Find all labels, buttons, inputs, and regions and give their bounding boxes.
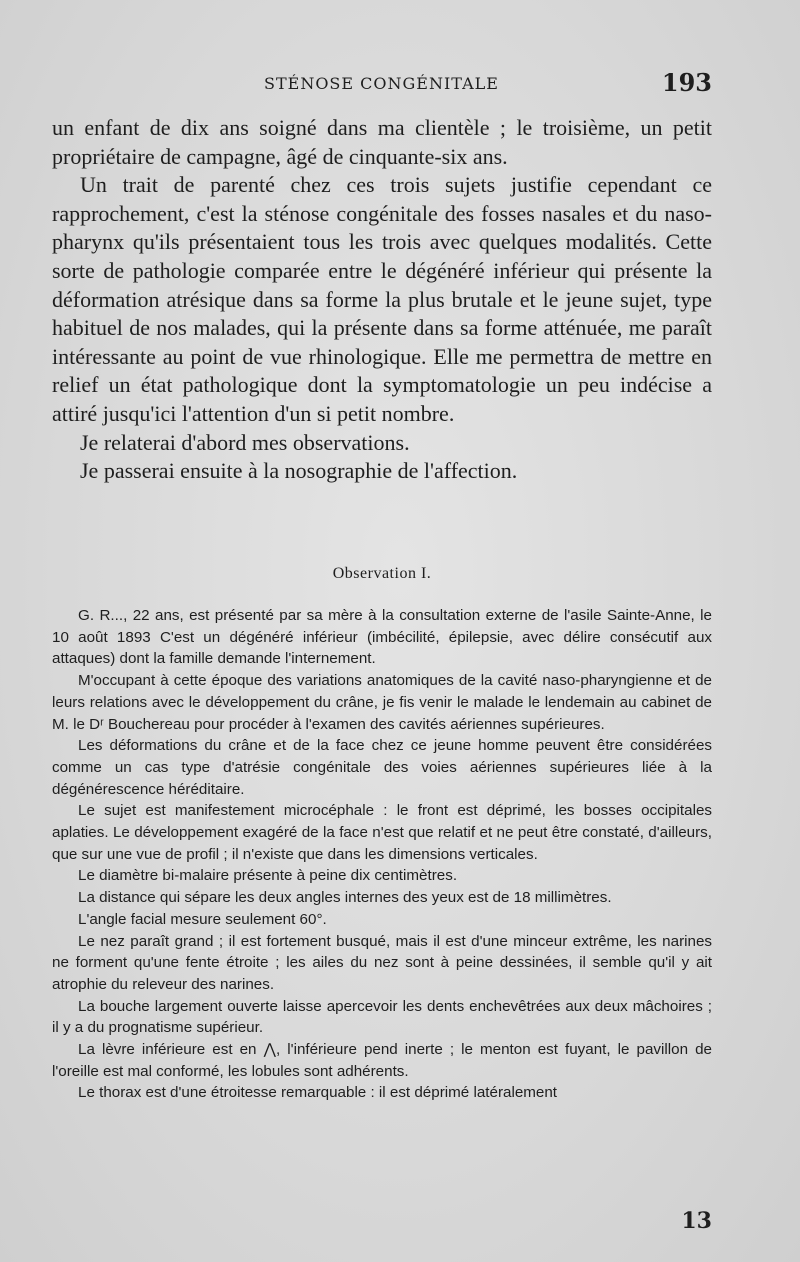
- observation-heading: Observation I.: [332, 565, 432, 582]
- running-head: STÉNOSE CONGÉNITALE: [264, 74, 499, 93]
- observation-text: [52, 605, 712, 1104]
- page-header: [52, 68, 712, 98]
- body-paragraph: Je passerai ensuite à la nosographie de l'affection.: [80, 458, 518, 484]
- observation-paragraph: L'angle facial mesure seulement 60°.: [78, 910, 327, 928]
- observation-paragraph: Le diamètre bi-malaire présente à peine dix centimètres.: [78, 867, 458, 885]
- signature-mark: 13: [681, 1208, 712, 1234]
- observation-paragraph: La distance qui sépare les deux angles internes des yeux est de 18 millimètres.: [78, 889, 612, 907]
- observation-paragraph: Le thorax est d'une étroitesse remarquable : il est déprimé latéralement: [78, 1084, 558, 1102]
- body-paragraph: un enfant de dix ans soigné dans ma clientèle ; le troisième, un petit propriétaire de campagne, âgé de cinquante-six ans.: [52, 115, 712, 169]
- observation-paragraph: M'occupant à cette époque des variations anatomiques de la cavité naso-pharyngienne et de leurs relations avec le développement du crâne, je fis venir le malade le lendemain au cabinet de M. le Dʳ Bouchereau pour procéder à l'examen des cavités aériennes supérieures.: [52, 672, 712, 733]
- page-number: 193: [661, 68, 712, 97]
- body-paragraph: Un trait de parenté chez ces trois sujets justifie cependant ce rapprochement, c'est la sténose congénitale des fosses nasales et du naso-pharynx qu'ils présentaient tous les trois avec quelques modalités. Cette sorte de pathologie comparée entre le dégénéré inférieur qui présente la déformation atrésique dans sa forme la plus brutale et le jeune sujet, type habituel de nos malades, qui la présente dans sa forme atténuée, me paraît intéressante au point de vue rhinologique. Elle me permettra de mettre en relief un état pathologique dont la symptomatologie un peu indécise a attiré jusqu'ici l'attention d'un si petit nombre.: [52, 172, 712, 426]
- observation-paragraph: Le sujet est manifestement microcéphale : le front est déprimé, les bosses occipitales aplaties. Le développement exagéré de la face n'est que relatif et ne peut être constaté, d'ailleurs, que sur une vue de profil ; il n'existe que dans les dimensions verticales.: [52, 802, 712, 863]
- observation-paragraph: G. R..., 22 ans, est présenté par sa mère à la consultation externe de l'asile Sainte-Anne, le 10 août 1893 C'est un dégénéré inférieur (imbécilité, épilepsie, avec délire consécutif aux attaques) dont la famille demande l'internement.: [52, 607, 712, 668]
- observation-paragraph: La lèvre inférieure est en ⋀, l'inférieure pend inerte ; le menton est fuyant, le pavillon de l'oreille est mal conformé, les lobules sont adhérents.: [52, 1041, 712, 1080]
- main-text: [52, 114, 712, 486]
- observation-paragraph: La bouche largement ouverte laisse apercevoir les dents enchevêtrées aux deux mâchoires ; il y a du prognatisme supérieur.: [52, 997, 712, 1037]
- observation-paragraph: Les déformations du crâne et de la face chez ce jeune homme peuvent être considérées comme un cas type d'atrésie congénitale des voies aériennes supérieures liée à la dégénérescence héréditaire.: [52, 737, 712, 798]
- observation-paragraph: Le nez paraît grand ; il est fortement busqué, mais il est d'une minceur extrême, les narines ne forment qu'une fente étroite ; les ailes du nez sont à peine dessinées, il semble qu'il y ait atrophie du releveur des narines.: [52, 932, 712, 993]
- body-paragraph: Je relaterai d'abord mes observations.: [80, 429, 410, 455]
